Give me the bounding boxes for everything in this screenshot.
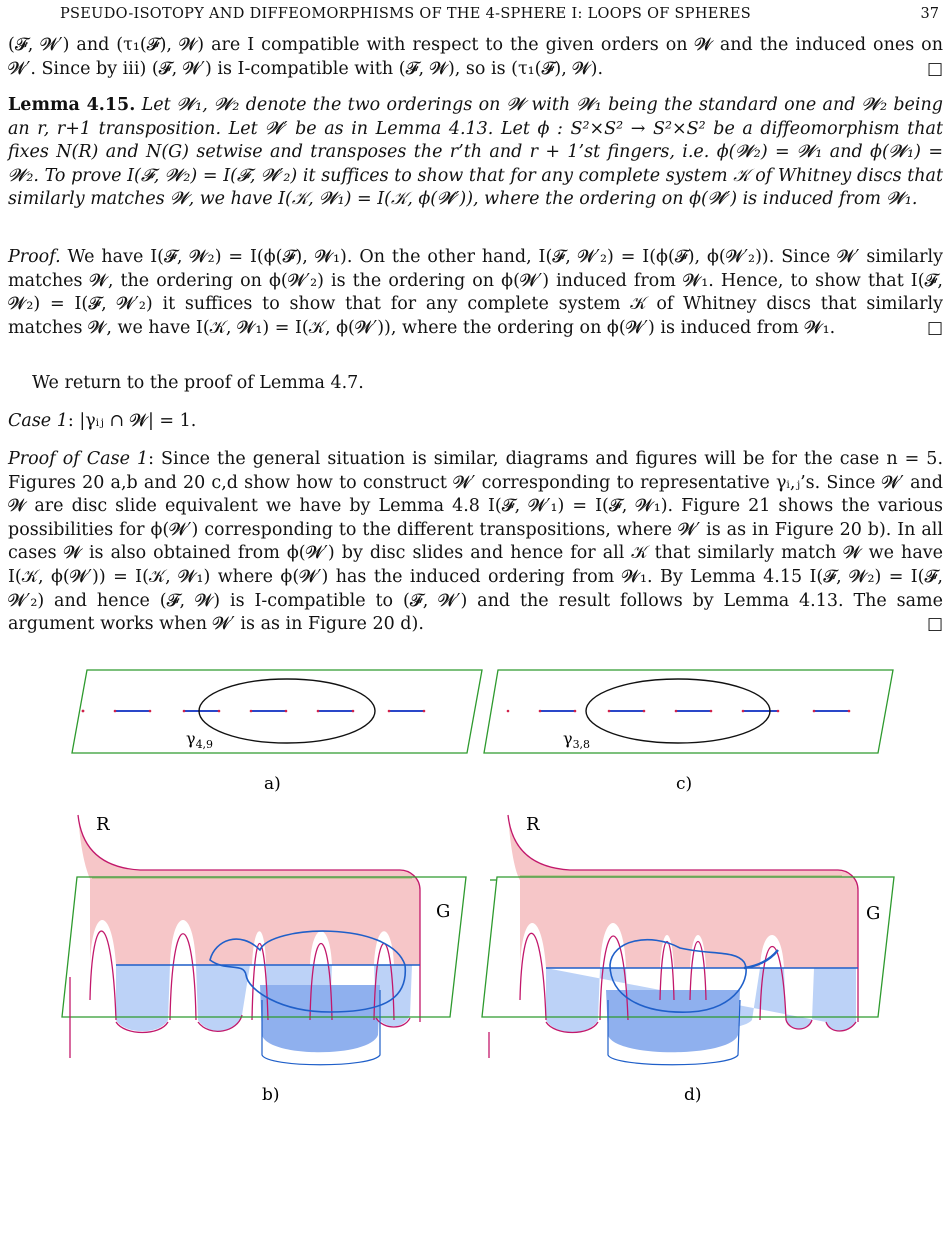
proof-case-heading: Proof of Case 1 xyxy=(8,449,149,469)
running-header xyxy=(0,6,951,28)
paragraph-text: (𝓕, 𝓦′) and (τ₁(𝓕), 𝓦) are I compatible with respect to the given orders on 𝓦 and the induced ones on 𝓦′. Since by iii) (𝓕, 𝓦′) is I-compatible with (𝓕, 𝓦), so is (τ₁(𝓕), 𝓦). xyxy=(8,35,943,79)
label-R-d: R xyxy=(526,814,540,835)
figure-label-a: a) xyxy=(264,774,281,794)
gamma-label-a: $\gamma_{4,9}$ xyxy=(186,729,214,751)
blue-bulb-b xyxy=(260,985,380,1052)
running-title: PSEUDO-ISOTOPY AND DIFFEOMORPHISMS OF THE 4-SPHERE I: LOOPS OF SPHERES xyxy=(60,6,751,22)
page-number: 37 xyxy=(920,6,939,22)
case-condition: : |γᵢⱼ ∩ 𝓦| = 1. xyxy=(67,411,197,431)
case-1-line xyxy=(8,410,943,434)
proof-lemma-4-15 xyxy=(8,246,943,340)
proof-heading: Proof. xyxy=(8,247,61,267)
figure-label-c: c) xyxy=(676,774,693,794)
label-G-b: G xyxy=(436,901,451,922)
lemma-heading: Lemma 4.15. xyxy=(8,95,136,115)
proof-case-1 xyxy=(8,448,943,637)
panel-c xyxy=(484,670,893,794)
case-heading: Case 1 xyxy=(8,411,68,431)
qed-symbol: □ xyxy=(926,58,943,79)
return-line: We return to the proof of Lemma 4.7. xyxy=(32,373,364,393)
proof-case-text: : Since the general situation is similar, diagrams and figures will be for the case n = 5. Figures 20 a,b and 20 c,d show how to construct 𝓦′ corresponding to representative γᵢ,ⱼ’s. Since 𝓦′ and 𝓦 are disc slide equivalent we have by Lemma 4.8 I(𝓕, 𝓦′₁) = I(𝓕, 𝓦₁). Figure 21 shows the various possibilities for ϕ(𝓦′) corresponding to the different transpositions, where 𝓦′ is as in Figure 20 b). In all cases 𝓦 is also obtained from ϕ(𝓦′) by disc slides and hence for all 𝒦 that similarly match 𝓦 we have I(𝒦, ϕ(𝓦′)) = I(𝒦, 𝓦₁) where ϕ(𝓦′) has the induced ordering from 𝓦₁. By Lemma 4.15 I(𝓕, 𝓦₂) = I(𝓕, 𝓦′₂) and hence (𝓕, 𝓦) is I-compatible to (𝓕, 𝓦′) and the result follows by Lemma 4.13. The same argument works when 𝓦′ is as in Figure 20 d). xyxy=(8,449,944,635)
gamma-label-c: $\gamma_{3,8}$ xyxy=(563,729,591,751)
figure-label-b: b) xyxy=(262,1085,280,1105)
qed-symbol: □ xyxy=(926,317,943,338)
figure-20 xyxy=(0,620,951,1258)
lemma-4-15 xyxy=(8,94,943,212)
arc-segments-a xyxy=(82,710,424,713)
paragraph-continuation xyxy=(8,34,943,81)
proof-text: We have I(𝓕, 𝓦₂) = I(ϕ(𝓕), 𝓦₁). On the other hand, I(𝓕, 𝓦′₂) = I(ϕ(𝓕), ϕ(𝓦′₂)). Since 𝓦′ similarly matches 𝓦, the ordering on ϕ(𝓦′₂) is the ordering on ϕ(𝓦′) induced from 𝓦₁. Hence, to show that I(𝓕, 𝓦₂) = I(𝓕, 𝓦′₂) it suffices to show that for any complete system 𝒦 of Whitney discs that similarly matches 𝓦, we have I(𝒦, 𝓦₁) = I(𝒦, ϕ(𝓦′)), where the ordering on ϕ(𝓦′) is induced from 𝓦₁. xyxy=(8,247,943,338)
label-G-d: G xyxy=(866,903,881,924)
label-R-b: R xyxy=(96,814,110,835)
qed-symbol: □ xyxy=(926,614,943,635)
panel-a xyxy=(72,670,482,794)
red-sheet-d xyxy=(508,815,858,968)
lemma-statement: Let 𝓦₁, 𝓦₂ denote the two orderings on 𝓦 with 𝓦₁ being the standard one and 𝓦₂ being an r, r+1 transposition. Let 𝓦′ be as in Lemma 4.13. Let ϕ : S²×S² → S²×S² be a diffeomorphism that fixes N(R) and N(G) setwise and transposes the r’th and r + 1’st fingers, i.e. ϕ(𝓦₂) = 𝓦₁ and ϕ(𝓦₁) = 𝓦₂. To prove I(𝓕, 𝓦₂) = I(𝓕, 𝓦′₂) it suffices to show that for any complete system 𝒦 of Whitney discs that similarly matches 𝓦, we have I(𝒦, 𝓦₁) = I(𝒦, ϕ(𝓦′)), where the ordering on ϕ(𝓦′) is induced from 𝓦₁. xyxy=(8,95,943,210)
figure-label-d: d) xyxy=(684,1085,702,1105)
panel-b xyxy=(62,814,466,1105)
panel-d xyxy=(482,814,894,1105)
blue-bulb-d xyxy=(606,990,740,1052)
